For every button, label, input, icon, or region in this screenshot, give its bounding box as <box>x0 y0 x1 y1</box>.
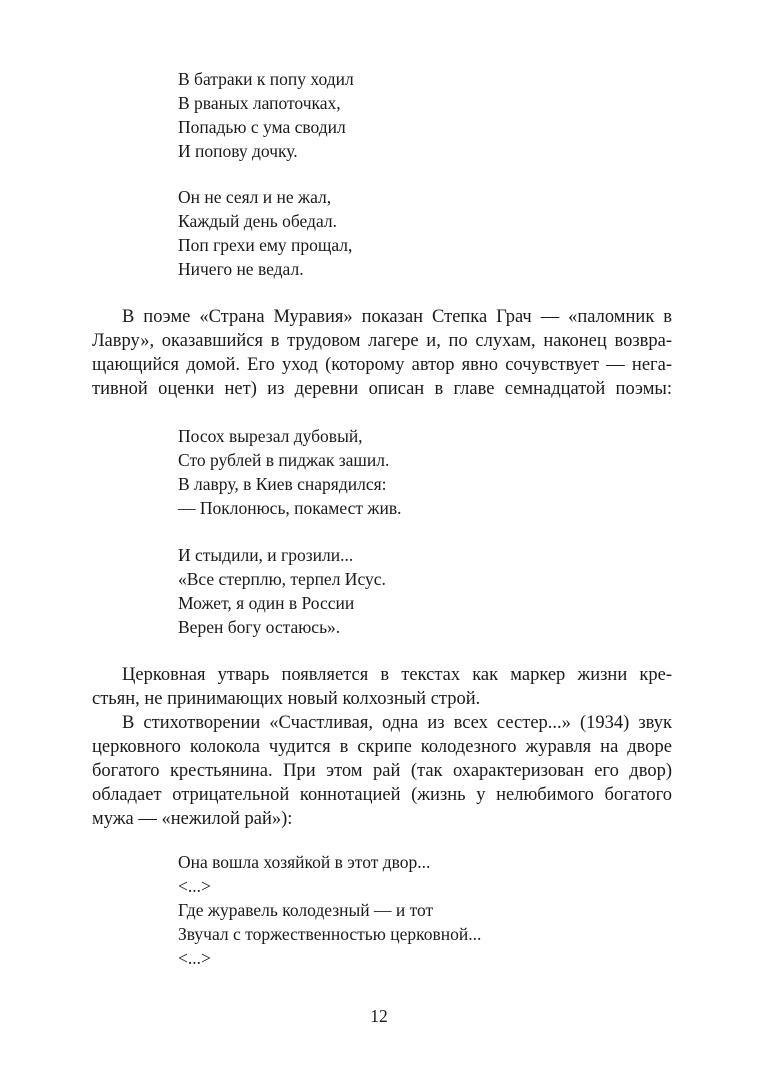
paragraph-line: тивной оценки нет) из деревни описан в главе семнадцатой поэмы: <box>92 379 672 399</box>
verse-line: В рваных лапоточках, <box>178 93 341 113</box>
poem-stanza-3 <box>178 424 401 520</box>
verse-line: Поп грехи ему прощал, <box>178 235 353 255</box>
verse-line: В батраки к попу ходил <box>178 69 354 89</box>
page-number: 12 <box>370 1006 388 1026</box>
verse-line: «Все стерплю, терпел Исус. <box>178 569 386 589</box>
paragraph-line: обладает отрицательной коннотацией (жизнь у нелюбимого богатого <box>92 785 672 805</box>
verse-line: — Поклонюсь, покамест жив. <box>178 498 402 518</box>
verse-line: Звучал с торжественностью церковной... <box>178 924 482 944</box>
poem-stanza-2 <box>178 185 352 281</box>
paragraph-line: стьян, не принимающих новый колхозный строй. <box>92 689 481 709</box>
verse-line: Где журавель колодезный — и тот <box>178 900 434 920</box>
verse-line: Сто рублей в пиджак зашил. <box>178 450 390 470</box>
verse-line: Попадью с ума сводил <box>178 117 346 137</box>
verse-line: <...> <box>178 876 211 896</box>
paragraph-line: Церковная утварь появляется в текстах как маркер жизни кре- <box>122 665 672 685</box>
verse-line: Каждый день обедал. <box>178 211 337 231</box>
paragraph-line: церковного колокола чудится в скрипе колодезного журавля на дворе <box>92 737 672 757</box>
verse-line: В лавру, в Киев снарядился: <box>178 474 387 494</box>
paragraph-line: В поэме «Страна Муравия» показан Степка Грач — «паломник в <box>122 307 672 327</box>
paragraph-line: Лавру», оказавшийся в трудовом лагере и, по слухам, наконец возвра- <box>92 331 672 351</box>
verse-line: Ничего не ведал. <box>178 259 304 279</box>
verse-line: Он не сеял и не жал, <box>178 187 332 207</box>
verse-line: Может, я один в России <box>178 593 355 613</box>
poem-stanza-5 <box>178 850 481 970</box>
verse-line: И попову дочку. <box>178 141 298 161</box>
verse-line: Верен богу остаюсь». <box>178 617 341 637</box>
verse-line: И стыдили, и грозили... <box>178 545 354 565</box>
paragraph-strana-muravia <box>92 305 672 401</box>
paragraph-line: мужа — «нежилой рай»): <box>92 809 293 829</box>
paragraph-schastlivaya <box>92 711 672 831</box>
paragraph-line: щающийся домой. Его уход (которому автор явно сочувствует — нега- <box>92 355 672 375</box>
verse-line: Она вошла хозяйкой в этот двор... <box>178 852 431 872</box>
paragraph-church-utensils <box>92 663 672 711</box>
verse-line: Посох вырезал дубовый, <box>178 426 363 446</box>
paragraph-line: В стихотворении «Счастливая, одна из всех сестер...» (1934) звук <box>122 713 672 733</box>
verse-line: <...> <box>178 948 211 968</box>
poem-stanza-1 <box>178 67 354 163</box>
paragraph-line: богатого крестьянина. При этом рай (так охарактеризован его двор) <box>92 761 672 781</box>
poem-stanza-4 <box>178 543 386 639</box>
